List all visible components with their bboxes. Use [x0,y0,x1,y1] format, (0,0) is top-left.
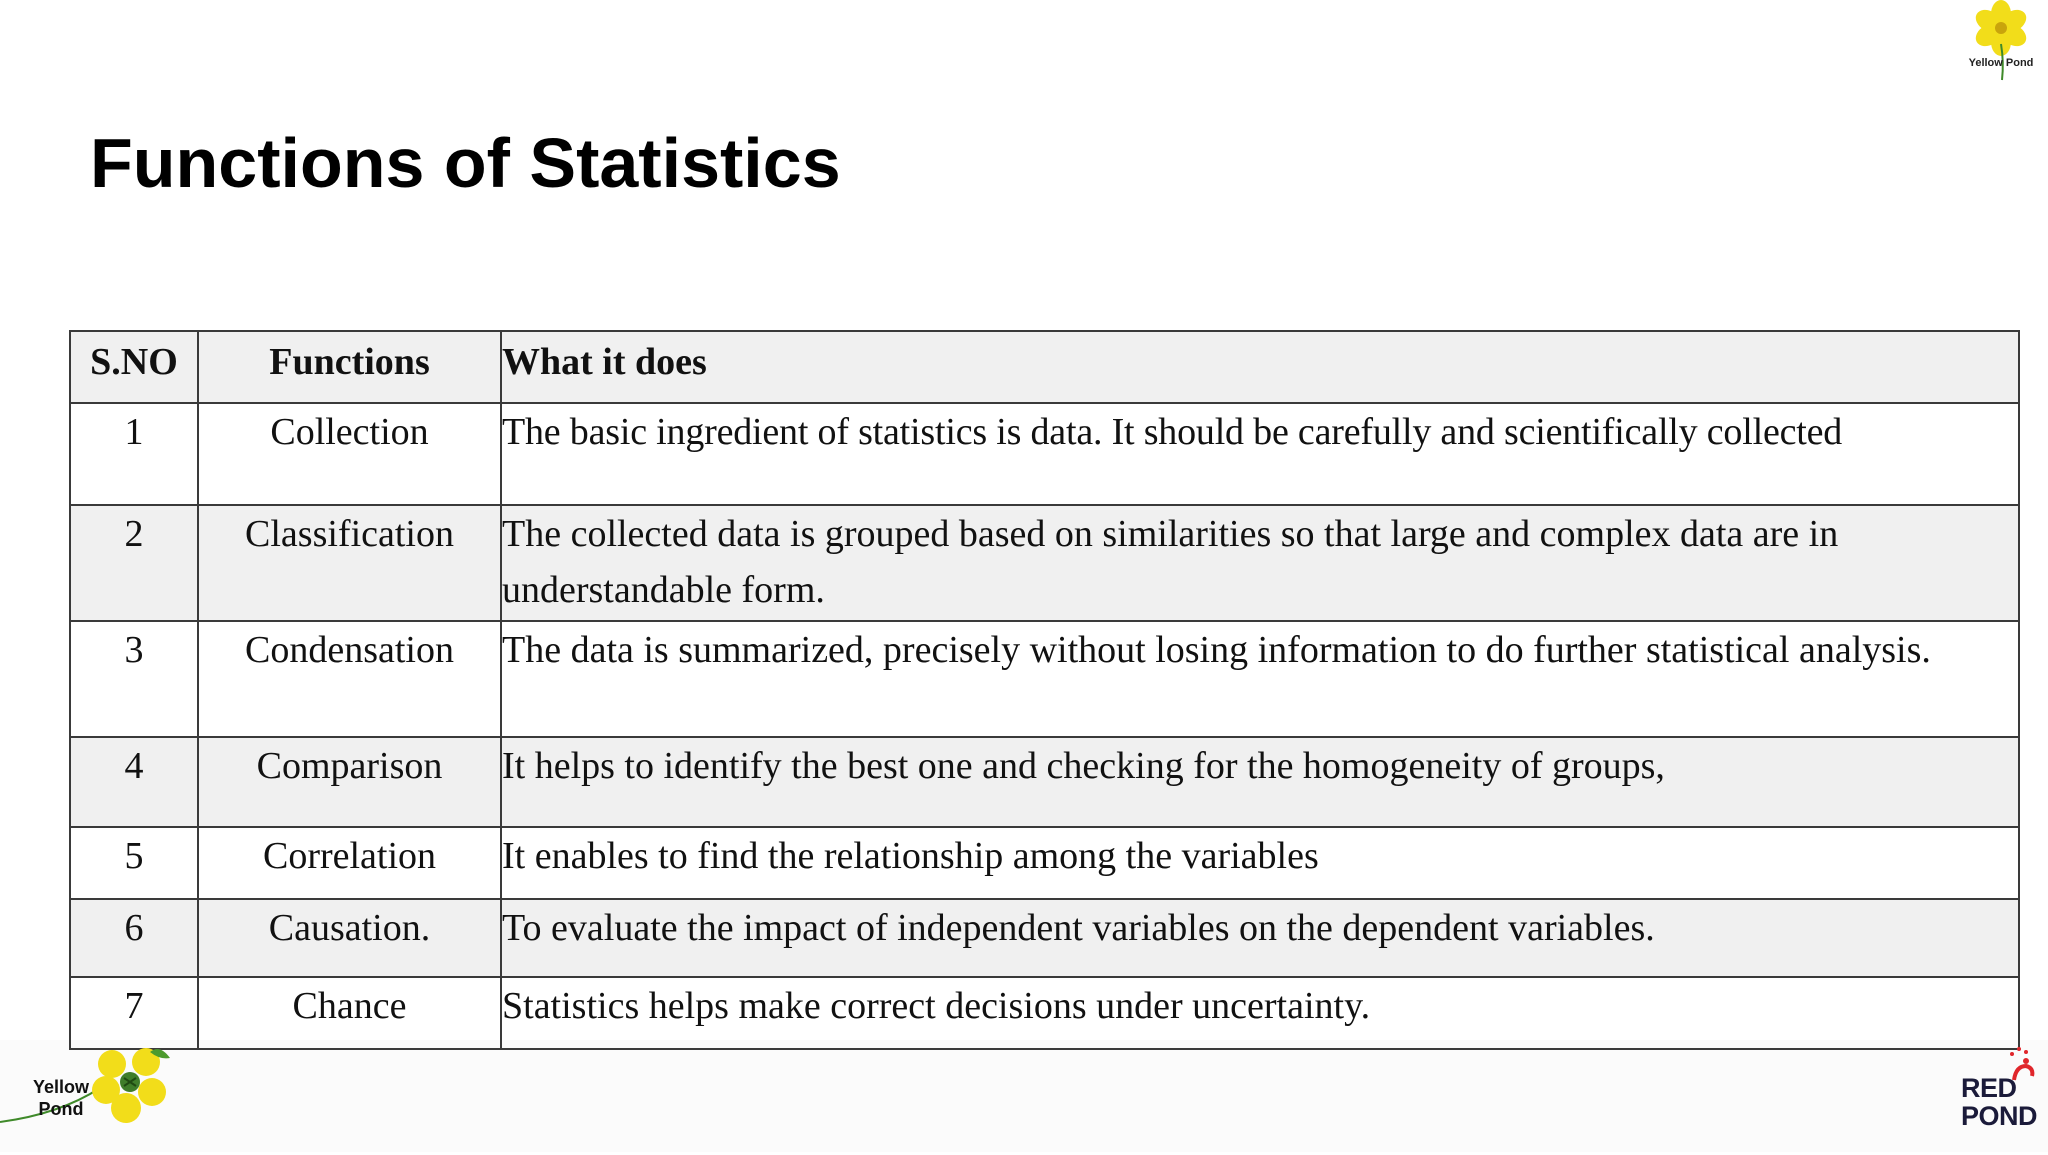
row-function: Causation. [198,899,501,977]
functions-table [69,330,2020,1050]
table-row [70,403,2019,505]
table-row [70,505,2019,621]
row-sno: 2 [70,505,198,621]
row-description: To evaluate the impact of independent variables on the dependent variables. [501,899,2019,977]
row-sno: 4 [70,737,198,827]
row-sno: 5 [70,827,198,899]
row-description: The collected data is grouped based on similarities so that large and complex data are in understandable form. [501,505,2019,621]
header-functions: Functions [198,331,501,403]
table-header-row [70,331,2019,403]
row-sno: 6 [70,899,198,977]
table-row [70,899,2019,977]
row-sno: 1 [70,403,198,505]
row-description: It helps to identify the best one and checking for the homogeneity of groups, [501,737,2019,827]
row-function: Collection [198,403,501,505]
red-word: RED [1961,1073,2017,1103]
red-pond-logo [1956,1046,2038,1131]
row-function: Comparison [198,737,501,827]
header-what-it-does: What it does [501,331,2019,403]
row-description: It enables to find the relationship among the variables [501,827,2019,899]
table-row [70,977,2019,1049]
table-row [70,827,2019,899]
logo-caption-line1: Yellow [32,1077,90,1097]
row-function: Condensation [198,621,501,737]
row-sno: 3 [70,621,198,737]
slide-title: Functions of Statistics [90,124,841,202]
pond-word: POND [1961,1101,2038,1131]
logo-caption-line2: Pond [38,1099,84,1119]
yellow-flower-icon [1966,0,2036,82]
header-sno: S.NO [70,331,198,403]
row-description: The basic ingredient of statistics is data. It should be carefully and scientifically collected [501,403,2019,505]
logo-caption [30,1076,92,1120]
row-function: Correlation [198,827,501,899]
footer-band [0,1040,2048,1152]
table-row [70,621,2019,737]
row-description: The data is summarized, precisely without losing information to do further statistical analysis. [501,621,2019,737]
yellow-pond-logo-top [1966,0,2036,82]
table-row [70,737,2019,827]
row-function: Classification [198,505,501,621]
yellow-pond-logo-bottom [0,1040,180,1150]
row-sno: 7 [70,977,198,1049]
red-pond-wordmark [1961,1074,2037,1130]
row-function: Chance [198,977,501,1049]
row-description: Statistics helps make correct decisions under uncertainty. [501,977,2019,1049]
logo-caption: Yellow Pond [1968,57,2034,69]
